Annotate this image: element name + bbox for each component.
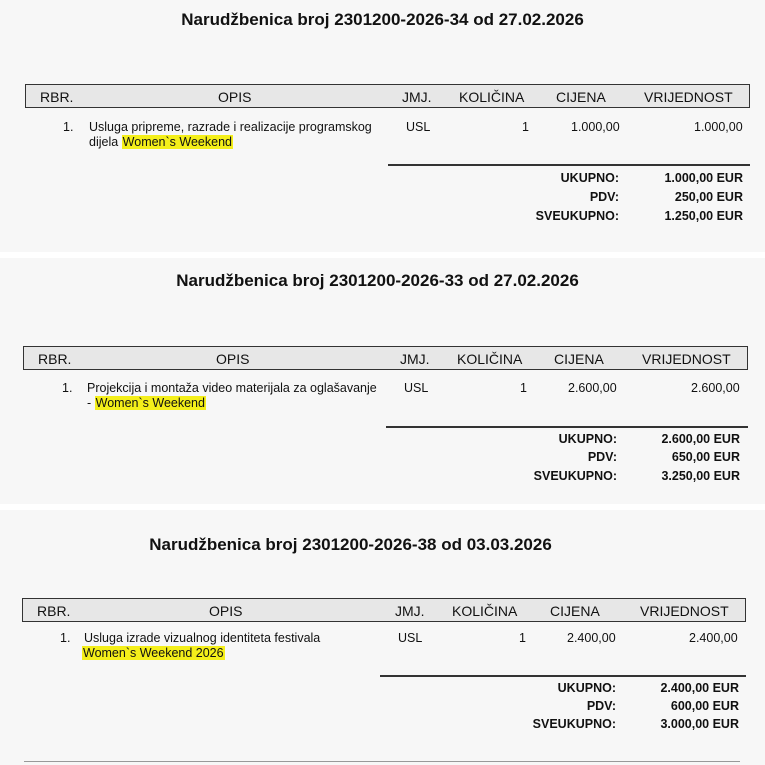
row-cijena: 2.400,00	[567, 631, 616, 645]
pdv-label: PDV:	[589, 190, 619, 204]
sveukupno-value: 1.250,00 EUR	[664, 209, 743, 223]
table-header	[22, 598, 746, 622]
pdv-label: PDV:	[586, 699, 616, 713]
row-opis-line2	[87, 396, 206, 411]
ukupno-label: UKUPNO:	[557, 681, 616, 695]
table-header	[23, 346, 748, 370]
row-opis-line1: Usluga pripreme, razrade i realizacije programskog	[89, 120, 372, 134]
row-vrijednost: 2.400,00	[689, 631, 738, 645]
highlighted-event-name: Women`s Weekend	[95, 396, 205, 410]
highlighted-event-name: Women`s Weekend 2026	[83, 646, 224, 660]
row-cijena: 2.600,00	[568, 381, 617, 395]
row-cijena: 1.000,00	[571, 120, 620, 134]
row-opis-line1: Usluga izrade vizualnog identiteta festivala	[84, 631, 321, 645]
order-title: Narudžbenica broj 2301200-2026-38 od 03.03.2026	[149, 535, 552, 554]
sveukupno-label: SVEUKUPNO:	[535, 209, 619, 223]
opis-prefix: dijela	[89, 135, 122, 149]
sveukupno-value: 3.250,00 EUR	[661, 469, 740, 483]
ukupno-label: UKUPNO:	[558, 432, 617, 446]
totals-rule	[386, 426, 748, 428]
row-kolicina: 1	[519, 631, 526, 645]
pdv-value: 600,00 EUR	[670, 699, 739, 713]
opis-prefix: -	[87, 396, 95, 410]
totals-rule	[388, 164, 750, 166]
order-title: Narudžbenica broj 2301200-2026-33 od 27.02.2026	[176, 271, 579, 290]
row-opis-line2	[82, 646, 225, 661]
ukupno-value: 1.000,00 EUR	[664, 171, 743, 185]
col-rbr: RBR.	[37, 603, 71, 619]
sveukupno-value: 3.000,00 EUR	[660, 717, 739, 731]
ukupno-value: 2.600,00 EUR	[661, 432, 740, 446]
row-kolicina: 1	[522, 120, 529, 134]
col-jmj: JMJ.	[400, 351, 430, 367]
table-row	[0, 120, 765, 152]
sveukupno-label: SVEUKUPNO:	[532, 717, 616, 731]
col-kolicina: KOLIČINA	[459, 89, 525, 105]
col-vrijednost: VRIJEDNOST	[640, 603, 729, 619]
col-jmj: JMJ.	[395, 603, 425, 619]
totals-rule	[380, 675, 746, 677]
row-kolicina: 1	[520, 381, 527, 395]
row-rbr: 1.	[63, 120, 74, 134]
col-vrijednost: VRIJEDNOST	[642, 351, 731, 367]
pdv-label: PDV:	[587, 450, 617, 464]
col-rbr: RBR.	[38, 351, 72, 367]
ukupno-label: UKUPNO:	[560, 171, 619, 185]
col-cijena: CIJENA	[554, 351, 604, 367]
col-opis: OPIS	[218, 89, 252, 105]
col-kolicina: KOLIČINA	[457, 351, 523, 367]
row-rbr: 1.	[60, 631, 71, 645]
row-opis-line2	[89, 135, 233, 150]
ukupno-value: 2.400,00 EUR	[660, 681, 739, 695]
row-vrijednost: 1.000,00	[694, 120, 743, 134]
row-rbr: 1.	[62, 381, 73, 395]
table-row	[0, 381, 765, 413]
col-jmj: JMJ.	[402, 89, 432, 105]
order-title: Narudžbenica broj 2301200-2026-34 od 27.02.2026	[181, 10, 584, 29]
table-header	[25, 84, 750, 108]
row-vrijednost: 2.600,00	[691, 381, 740, 395]
table-row	[0, 631, 765, 663]
pdv-value: 650,00 EUR	[671, 450, 740, 464]
row-opis-line1: Projekcija i montaža video materijala za oglašavanje	[87, 381, 377, 395]
highlighted-event-name: Women`s Weekend	[122, 135, 232, 149]
sveukupno-label: SVEUKUPNO:	[533, 469, 617, 483]
row-jmj: USL	[406, 120, 431, 134]
col-rbr: RBR.	[40, 89, 74, 105]
row-jmj: USL	[404, 381, 429, 395]
col-cijena: CIJENA	[556, 89, 606, 105]
row-jmj: USL	[398, 631, 423, 645]
col-opis: OPIS	[216, 351, 250, 367]
pdv-value: 250,00 EUR	[674, 190, 743, 204]
bottom-edge-rule	[24, 761, 740, 762]
col-kolicina: KOLIČINA	[452, 603, 518, 619]
col-cijena: CIJENA	[550, 603, 600, 619]
col-vrijednost: VRIJEDNOST	[644, 89, 733, 105]
col-opis: OPIS	[209, 603, 243, 619]
